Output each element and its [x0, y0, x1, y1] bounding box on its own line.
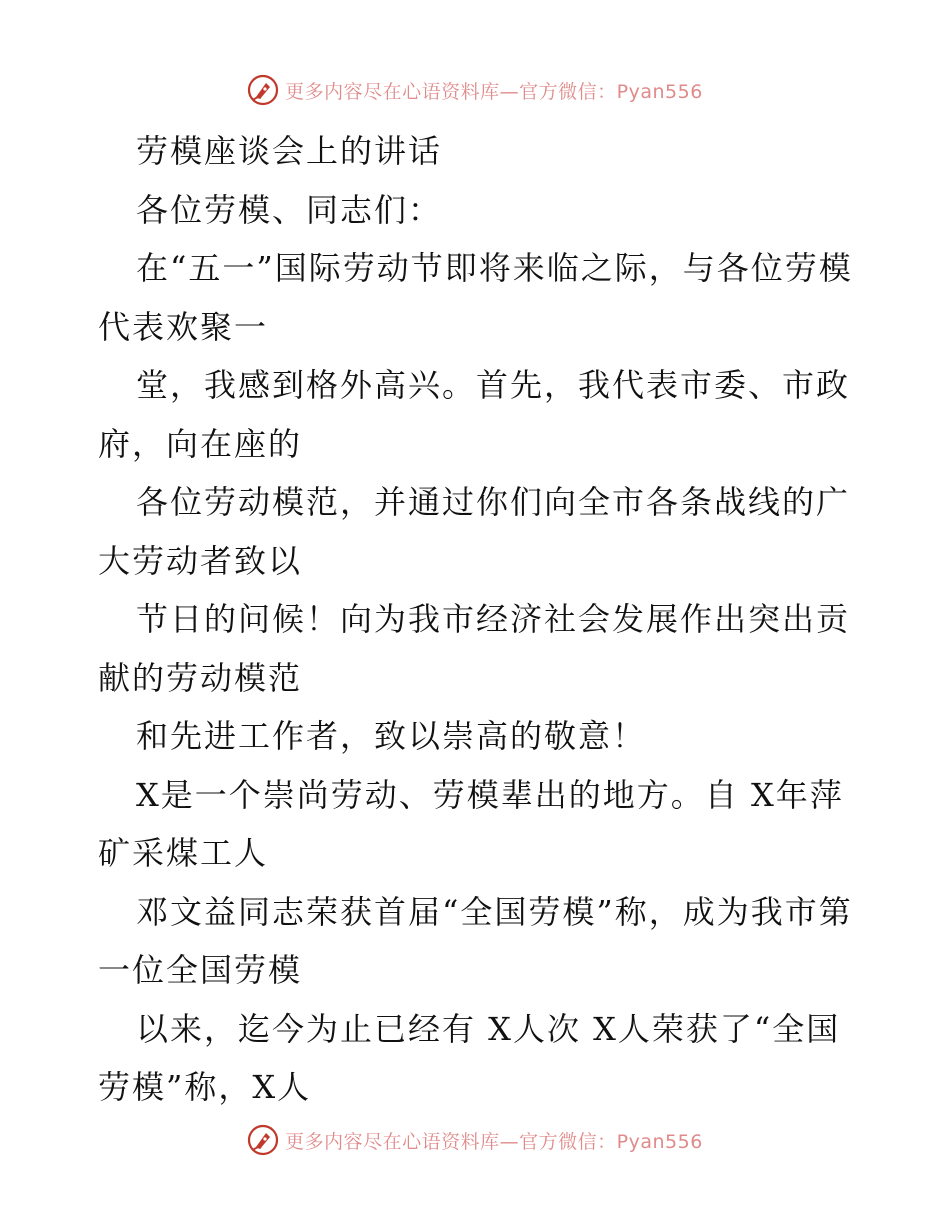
header-watermark — [0, 72, 950, 108]
paragraph: X是一个崇尚劳动、劳模辈出的地方。自 X年萍矿采煤工人 — [98, 775, 844, 872]
document-body — [98, 122, 858, 1117]
paragraph: 以来，迄今为止已经有 X人次 X人荣获了“全国劳模”称，X人 — [98, 1009, 841, 1106]
paragraph: 各位劳动模范，并通过你们向全市各条战线的广大劳动者致以 — [98, 483, 851, 580]
pen-nib-logo-icon — [247, 1124, 279, 1156]
pen-nib-logo-icon — [247, 74, 279, 106]
paragraph: 节日的问候！向为我市经济社会发展作出突出贡献的劳动模范 — [98, 600, 851, 697]
document-title: 劳模座谈会上的讲话 — [136, 132, 443, 170]
footer-watermark — [0, 1122, 950, 1158]
paragraph: 和先进工作者，致以崇高的敬意！ — [136, 717, 647, 755]
watermark-text: 更多内容尽在心语资料库—官方微信：Pyan556 — [285, 80, 703, 103]
salutation: 各位劳模、同志们： — [136, 190, 443, 229]
paragraph: 邓文益同志荣获首届“全国劳模”称，成为我市第一位全国劳模 — [98, 892, 853, 989]
paragraph: 堂，我感到格外高兴。首先，我代表市委、市政府，向在座的 — [98, 366, 851, 463]
watermark-text: 更多内容尽在心语资料库—官方微信：Pyan556 — [285, 1130, 703, 1153]
paragraph: 在“五一”国际劳动节即将来临之际，与各位劳模代表欢聚一 — [98, 249, 853, 346]
